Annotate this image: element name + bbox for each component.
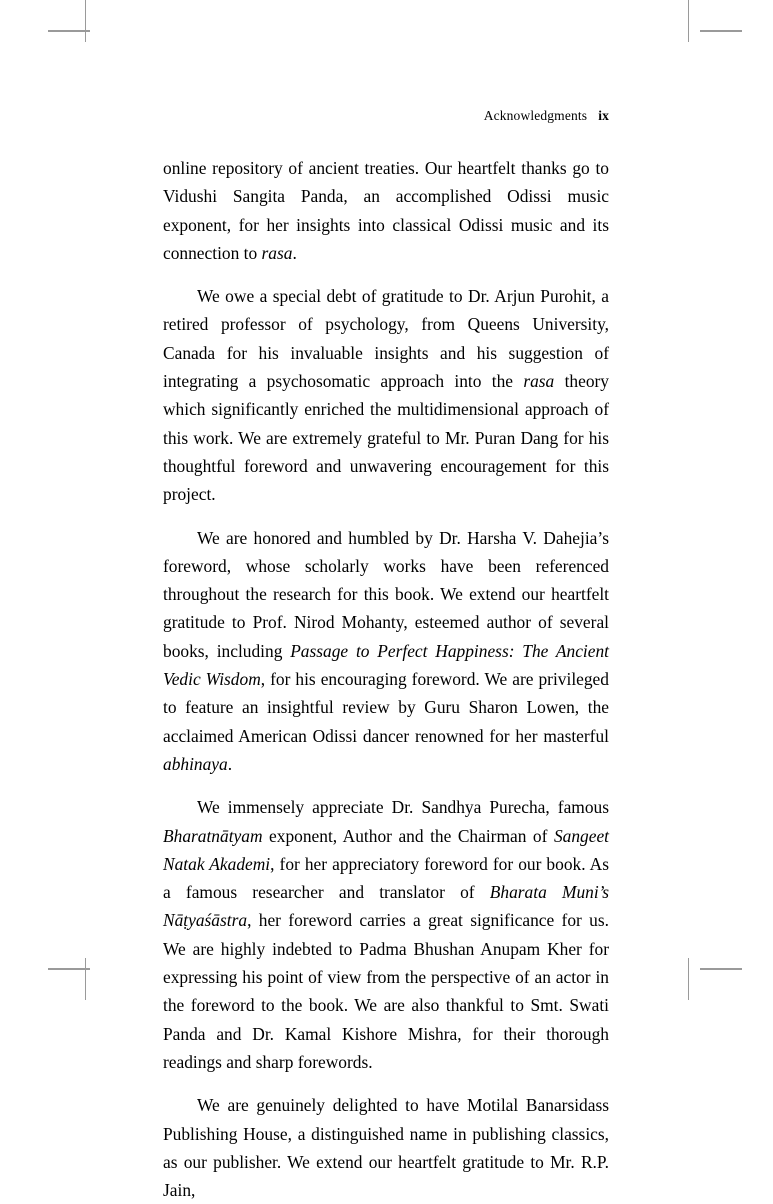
text-run: . — [292, 242, 297, 263]
crop-mark-top-left-vertical — [85, 0, 86, 42]
text-run: , for his encouraging foreword. We are privileged to feature an insightful review by Guru Sharon Lowen, the acclaimed American Odissi dancer renowned for her masterful — [163, 669, 609, 746]
text-run: , her foreword carries a great significance for us. We are highly indebted to Padma Bhushan Anupam Kher for expressing his point of view from the perspective of an actor in the foreword to the book. We are also thankful to Smt. Swati Panda and Dr. Kamal Kishore Mishra, for their thorough readings and sharp forewords. — [163, 910, 609, 1072]
page-text-block — [163, 108, 609, 1204]
para-continued-online-repository — [163, 154, 609, 267]
para-sandhya-purecha — [163, 793, 609, 1076]
crop-mark-bottom-right-vertical — [688, 958, 689, 1000]
text-run: theory which significantly enriched the multidimensional approach of this work. We are extremely grateful to Mr. Puran Dang for his thoughtful foreword and unwavering encouragement for this project. — [163, 371, 610, 505]
crop-mark-bottom-left-horizontal — [48, 968, 90, 970]
text-run: We immensely appreciate Dr. Sandhya Purecha, famous — [197, 797, 609, 818]
italic-term: Passage to Perfect Happiness: The Ancient Vedic Wisdom — [163, 640, 609, 690]
crop-mark-bottom-left-vertical — [85, 958, 86, 1000]
italic-term: rasa — [261, 242, 293, 263]
text-run: We owe a special debt of gratitude to Dr. Arjun Purohit, a retired professor of psychology, from Queens University, Canada for his invaluable insights and his suggestion of integrating a psychosomatic approach into the — [163, 286, 609, 392]
italic-term: Bharata Muni’s Nāṭyaśāstra — [163, 882, 609, 931]
body-text — [163, 154, 609, 1204]
text-run: , for her appreciatory foreword for our book. As a famous researcher and translator of — [163, 853, 609, 903]
crop-mark-bottom-right-horizontal — [700, 968, 742, 970]
crop-mark-top-right-vertical — [688, 0, 689, 42]
italic-term: Bharatnātyam — [163, 825, 263, 846]
text-run: . — [227, 753, 233, 774]
running-head — [163, 108, 609, 124]
text-run: online repository of ancient treaties. Our heartfelt thanks go to Vidushi Sangita Panda, an accomplished Odissi music exponent, for her insights into classical Odissi music and its connection to — [163, 158, 609, 263]
para-harsha-dahejia — [163, 524, 609, 779]
text-run: We are honored and humbled by Dr. Harsha V. Dahejia’s foreword, whose scholarly works have been referenced throughout the research for this book. We extend our heartfelt gratitude to Prof. Nirod Mohanty, esteemed author of several books, including — [163, 527, 609, 661]
page-number: ix — [598, 108, 609, 123]
italic-term: abhinaya — [163, 753, 228, 774]
crop-mark-top-right-horizontal — [700, 30, 742, 32]
text-run: exponent, Author and the Chairman of — [262, 825, 554, 846]
text-run: We are genuinely delighted to have Motilal Banarsidass Publishing House, a distinguished name in publishing classics, as our publisher. We extend our heartfelt gratitude to Mr. R.P. Jain, — [163, 1095, 609, 1201]
italic-term: Sangeet Natak Akademi — [163, 825, 609, 874]
para-arjun-purohit — [163, 282, 609, 508]
crop-mark-top-left-horizontal — [48, 30, 90, 32]
para-motilal-banarsidass — [163, 1091, 609, 1204]
running-head-title: Acknowledgments — [483, 108, 588, 123]
italic-term: rasa — [523, 371, 555, 392]
